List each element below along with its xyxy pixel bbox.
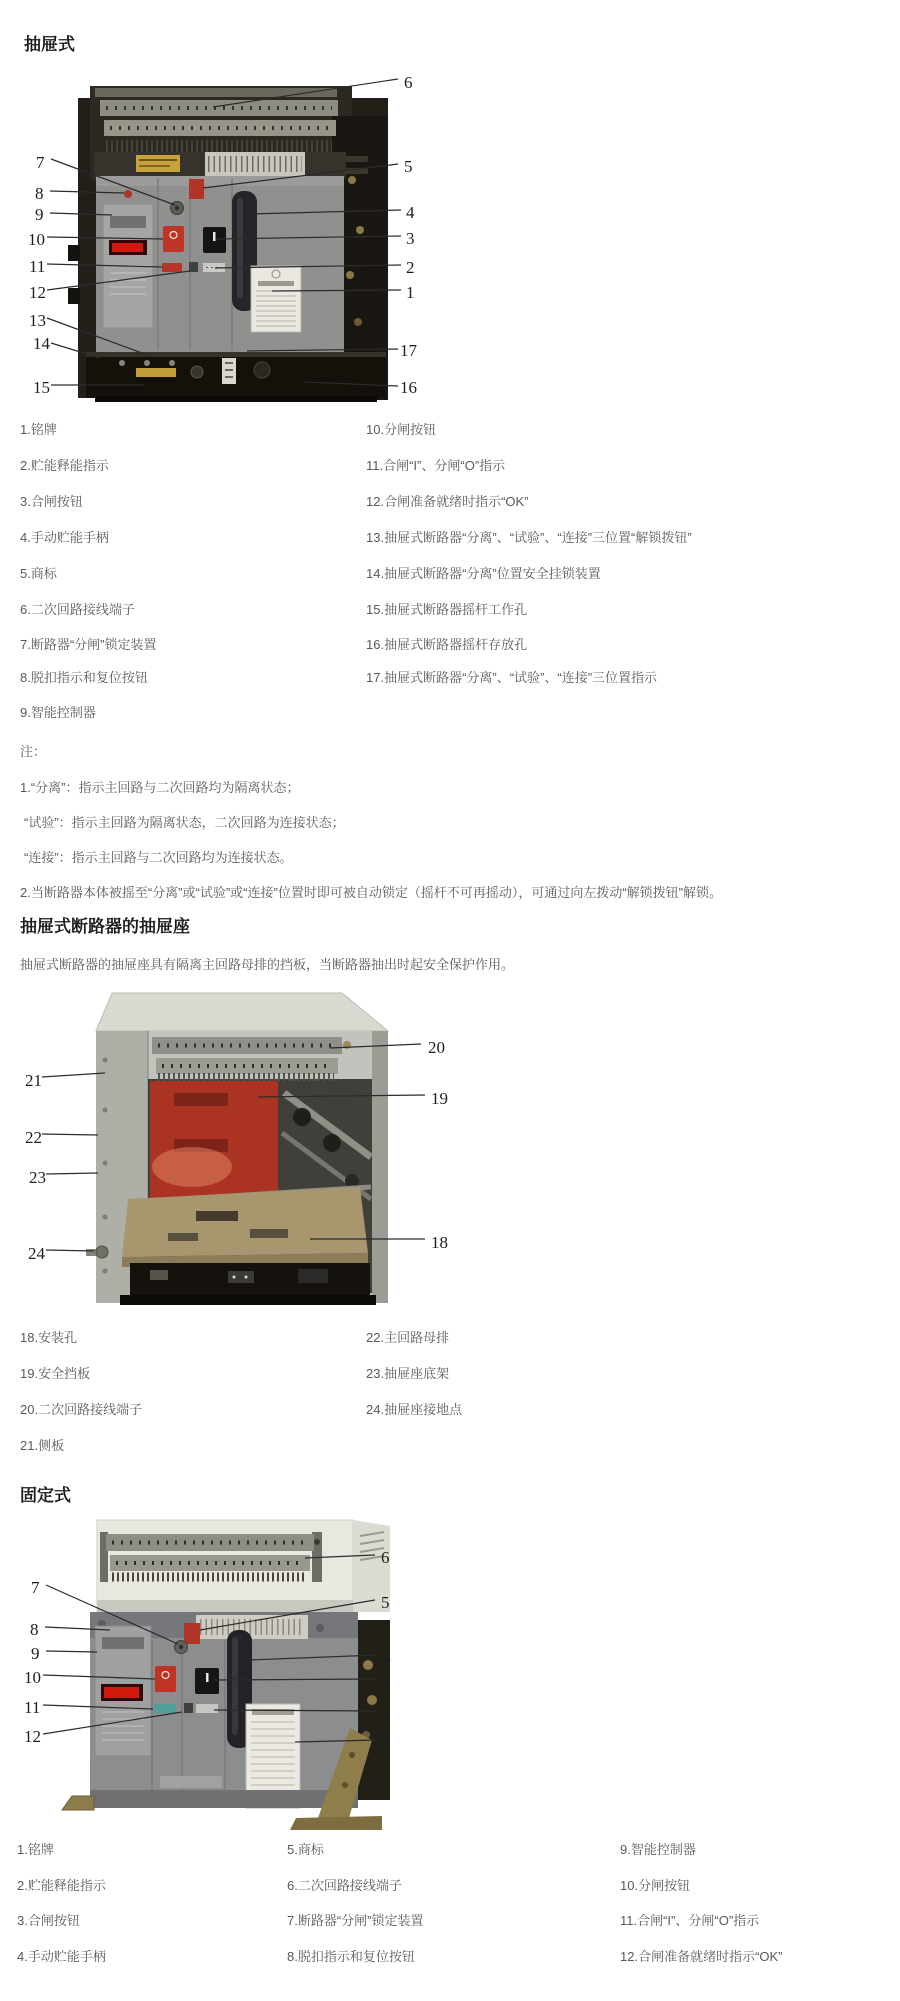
legend-item: 6.二次回路接线端子 bbox=[20, 602, 135, 617]
section-cradle-heading: 抽屉式断路器的抽屉座 bbox=[20, 917, 190, 936]
callout-number: 14 bbox=[33, 334, 50, 353]
ok-indicator bbox=[189, 262, 198, 272]
notes-label: 注： bbox=[20, 744, 47, 759]
on-off-indicator bbox=[162, 263, 182, 272]
legend-item: 3.合闸按钮 bbox=[17, 1913, 80, 1928]
callout-number: 18 bbox=[431, 1233, 448, 1252]
trademark-label bbox=[184, 1623, 200, 1644]
mounting-foot bbox=[62, 1796, 94, 1810]
callout-number: 19 bbox=[431, 1089, 448, 1108]
callout-number: 12 bbox=[24, 1727, 41, 1746]
legend-item: 16.抽屉式断路器摇杆存放孔 bbox=[366, 637, 528, 652]
callout-number: 6 bbox=[404, 73, 413, 92]
nameplate bbox=[251, 266, 301, 332]
callout-number: 7 bbox=[36, 153, 45, 172]
legend-item: 1.铭牌 bbox=[20, 422, 57, 437]
callout-number: 6 bbox=[381, 1548, 390, 1567]
cradle-photo bbox=[86, 993, 388, 1305]
legend-item: 10.分闸按钮 bbox=[620, 1878, 691, 1893]
callout-number: 8 bbox=[35, 184, 44, 203]
drawer-breaker-photo bbox=[68, 86, 388, 402]
legend-item: 19.安全挡板 bbox=[20, 1366, 91, 1381]
callout-number: 5 bbox=[404, 157, 413, 176]
legend-item: 14.抽屉式断路器“分离”位置安全挂锁装置 bbox=[366, 566, 601, 581]
section-drawer-heading: 抽屉式 bbox=[24, 35, 75, 54]
callout-number: 8 bbox=[30, 1620, 39, 1639]
callout-number: 9 bbox=[31, 1644, 40, 1663]
breaker-base bbox=[86, 352, 386, 402]
cradle-intro: 抽屉式断路器的抽屉座具有隔离主回路母排的挡板，当断路器抽出时起安全保护作用。 bbox=[20, 957, 515, 972]
legend-item: 22.主回路母排 bbox=[366, 1330, 450, 1345]
legend-item: 1.铭牌 bbox=[17, 1842, 54, 1857]
ok-indicator bbox=[184, 1703, 193, 1713]
legend-item: 2.贮能释能指示 bbox=[17, 1878, 106, 1893]
legend-item: 17.抽屉式断路器“分离”、“试验”、“连接”三位置指示 bbox=[366, 670, 658, 685]
note-line: “连接”：指示主回路与二次回路均为连接状态。 bbox=[24, 850, 293, 865]
intelligent-controller bbox=[95, 1626, 151, 1756]
callout-number: 16 bbox=[400, 378, 417, 397]
callout-number: 21 bbox=[25, 1071, 42, 1090]
legend-item: 2.贮能释能指示 bbox=[20, 458, 109, 473]
callout-number: 9 bbox=[35, 205, 44, 224]
cradle-figure bbox=[0, 985, 460, 1330]
legend-item: 15.抽屉式断路器摇杆工作孔 bbox=[366, 602, 528, 617]
legend-item: 7.断路器“分闸”锁定装置 bbox=[287, 1913, 424, 1928]
legend-item: 20.二次回路接线端子 bbox=[20, 1402, 143, 1417]
callout-number: 11 bbox=[24, 1698, 41, 1717]
legend-item: 12.合闸准备就绪时指示“OK” bbox=[620, 1949, 783, 1964]
grounding-point bbox=[96, 1246, 108, 1258]
legend-item: 6.二次回路接线端子 bbox=[287, 1878, 402, 1893]
callout-number: 10 bbox=[28, 230, 45, 249]
legend-item: 9.智能控制器 bbox=[20, 705, 96, 720]
cradle-chassis bbox=[120, 1187, 376, 1305]
legend-item: 4.手动贮能手柄 bbox=[17, 1949, 106, 1964]
callout-number: 20 bbox=[428, 1038, 445, 1057]
callout-number: 4 bbox=[382, 1648, 391, 1667]
callout-number: 2 bbox=[382, 1704, 391, 1723]
callout-number: 1 bbox=[382, 1733, 391, 1752]
legend-item: 10.分闸按钮 bbox=[366, 422, 437, 437]
on-off-indicator bbox=[154, 1704, 176, 1713]
legend-item: 4.手动贮能手柄 bbox=[20, 530, 109, 545]
callout-number: 22 bbox=[25, 1128, 42, 1147]
section-fixed-heading: 固定式 bbox=[20, 1486, 71, 1505]
callout-number: 3 bbox=[406, 229, 415, 248]
legend-item: 11.合闸“I”、分闸“O”指示 bbox=[620, 1913, 760, 1928]
note-line: 1.“分离”：指示主回路与二次回路均为隔离状态； bbox=[20, 780, 300, 795]
callout-number: 2 bbox=[406, 258, 415, 277]
legend-item: 8.脱扣指示和复位按钮 bbox=[20, 670, 148, 685]
note-line: “试验”：指示主回路为隔离状态，二次回路为连接状态； bbox=[24, 815, 345, 830]
legend-item: 24.抽屉座接地点 bbox=[366, 1402, 463, 1417]
fixed-breaker-photo bbox=[62, 1520, 390, 1830]
callout-number: 11 bbox=[29, 257, 46, 276]
legend-item: 11.合闸“I”、分闸“O”指示 bbox=[366, 458, 506, 473]
note-line: 2.当断路器本体被摇至“分离”或“试验”或“连接”位置时即可被自动锁定（摇杆不可再摇动），可通过向左拨动“解锁拨钮”解锁。 bbox=[20, 885, 722, 900]
callout-number: 3 bbox=[382, 1672, 391, 1691]
callout-number: 5 bbox=[381, 1593, 390, 1612]
callout-number: 17 bbox=[400, 341, 417, 360]
callout-number: 10 bbox=[24, 1668, 41, 1687]
callout-number: 7 bbox=[31, 1578, 40, 1597]
callout-number: 23 bbox=[29, 1168, 46, 1187]
callout-number: 1 bbox=[406, 283, 415, 302]
legend-item: 23.抽屉座底架 bbox=[366, 1366, 450, 1381]
legend-item: 21.侧板 bbox=[20, 1438, 65, 1453]
legend-item: 13.抽屉式断路器“分离”、“试验”、“连接”三位置“解锁拨钮” bbox=[366, 530, 692, 545]
callout-number: 13 bbox=[29, 311, 46, 330]
callout-number: 12 bbox=[29, 283, 46, 302]
legend-item: 7.断路器“分闸”锁定装置 bbox=[20, 637, 157, 652]
legend-item: 3.合闸按钮 bbox=[20, 494, 83, 509]
trip-indicator bbox=[124, 190, 132, 198]
legend-item: 8.脱扣指示和复位按钮 bbox=[287, 1949, 415, 1964]
energy-indicator bbox=[196, 1704, 218, 1713]
legend-item: 18.安装孔 bbox=[20, 1330, 78, 1345]
callout-number: 15 bbox=[33, 378, 50, 397]
legend-item: 5.商标 bbox=[20, 566, 57, 581]
trademark-label bbox=[189, 179, 204, 199]
legend-item: 5.商标 bbox=[287, 1842, 324, 1857]
safety-shutter bbox=[150, 1081, 278, 1199]
legend-item: 9.智能控制器 bbox=[620, 1842, 696, 1857]
drawer-breaker-figure bbox=[0, 60, 460, 420]
callout-number: 4 bbox=[406, 203, 415, 222]
callout-number: 24 bbox=[28, 1244, 45, 1263]
legend-item: 12.合闸准备就绪时指示“OK” bbox=[366, 494, 529, 509]
fixed-breaker-figure bbox=[0, 1500, 460, 1840]
